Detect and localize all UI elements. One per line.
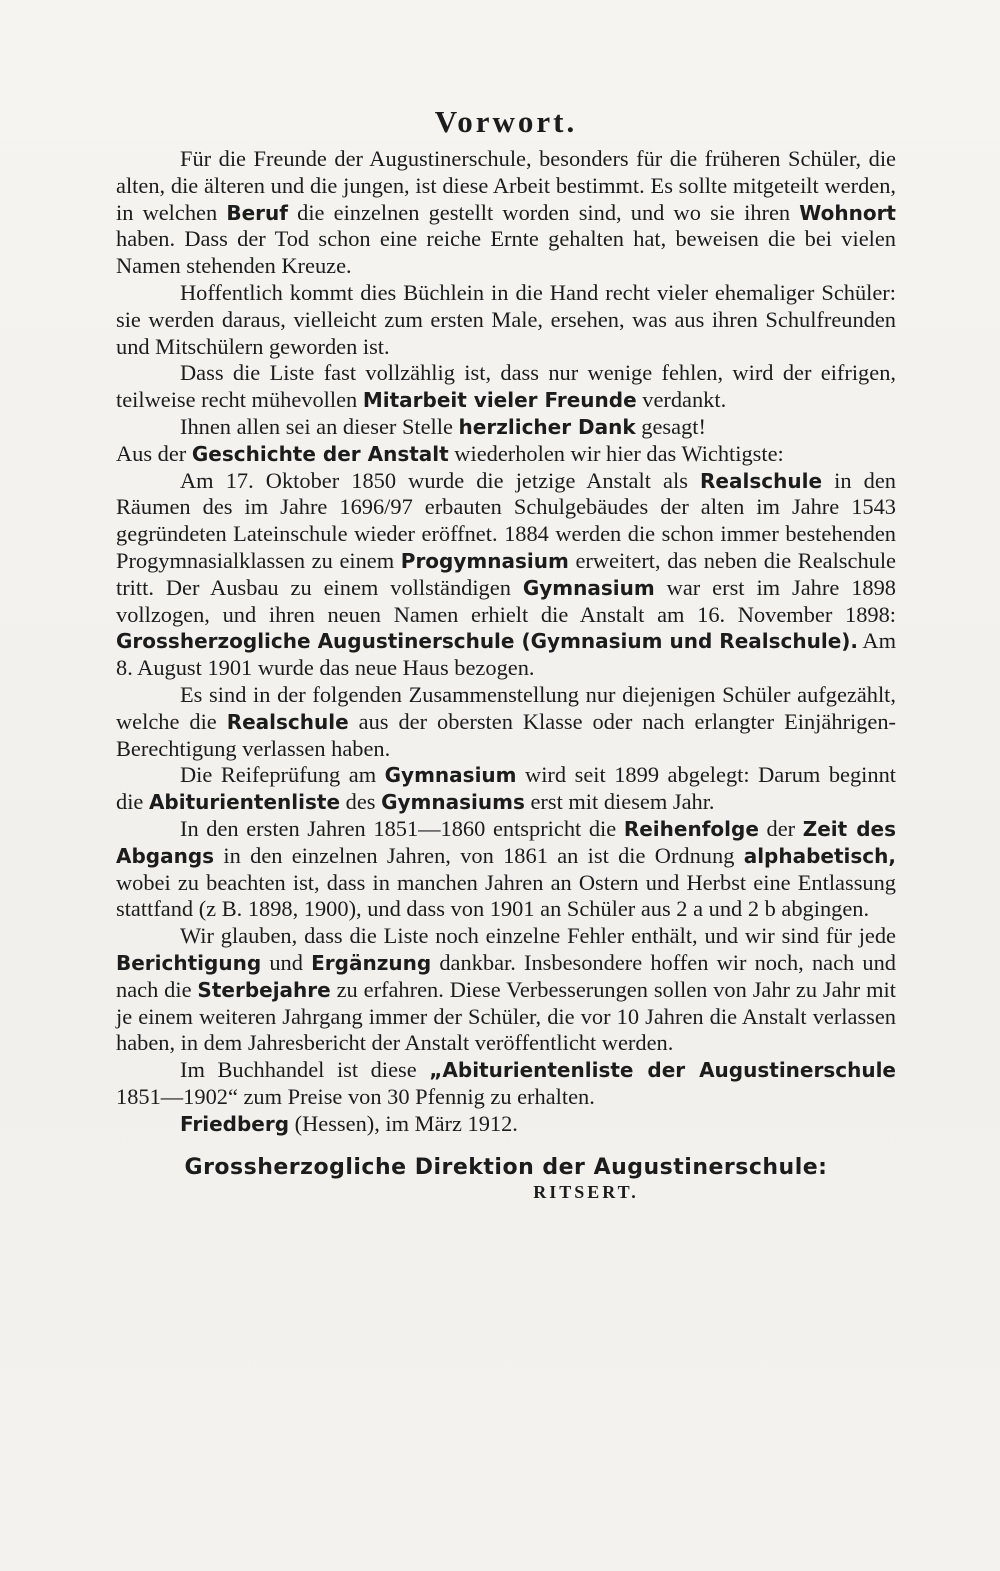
preface-text [116,104,896,1203]
page-title: Vorwort. [434,104,578,139]
paragraph-7: Es sind in der folgenden Zusammenstellung nur diejenigen Schüler aufgezählt, welche die Realschule aus der obersten Klasse oder nach erlangter Einjährigen-Berechtigung verlassen haben. [116,681,896,761]
place-date: Friedberg (Hessen), im März 1912. [180,1110,518,1136]
paragraph-8: Die Reifeprüfung am Gymnasium wird seit 1899 abgelegt: Darum beginnt die Abiturientenliste des Gymnasiums erst mit diesem Jahr. [116,762,896,815]
paragraph-6: Am 17. Oktober 1850 wurde die jetzige Anstalt als Realschule in den Räumen des im Jahre 1696/97 erbauten Schulgebäudes der alten im Jahre 1543 gegründeten Lateinschule wieder eröffnet. 1884 werden die schon immer bestehenden Progymnasialklassen zu einem Progymnasium erweitert, das neben die Realschule tritt. Der Ausbau zu einem vollständigen Gymnasium war erst im Jahre 1898 vollzogen, und ihren neuen Namen erhielt die Anstalt am 16. November 1898: Grossherzogliche Augustinerschule (Gymnasium und Realschule). Am 8. August 1901 wurde das neue Haus bezogen. [116,467,896,681]
signer-name: RITSERT. [533,1182,639,1203]
signature-line: Grossherzogliche Direktion der Augustinerschule: [184,1155,828,1181]
paragraph-1: Für die Freunde der Augustinerschule, besonders für die früheren Schüler, die alten, die älteren und die jungen, ist diese Arbeit bestimmt. Es sollte mitgeteilt werden, in welchen Beruf die einzelnen gestellt worden sind, und wo sie ihren Wohnort haben. Dass der Tod schon eine reiche Ernte gehalten hat, beweisen die bei vielen Namen stehenden Kreuze. [116,146,896,279]
paragraph-11: Im Buchhandel ist diese „Abiturientenliste der Augustinerschule 1851—1902“ zum Preise von 30 Pfennig zu erhalten. [116,1057,896,1109]
paragraph-2: Hoffentlich kommt dies Büchlein in die Hand recht vieler ehemaliger Schüler: sie werden daraus, vielleicht zum ersten Male, ersehen, was aus ihren Schulfreunden und Mitschülern geworden ist. [116,279,896,359]
paragraph-3: Dass die Liste fast vollzählig ist, dass nur wenige fehlen, wird der eifrigen, teilweise recht mühevollen Mitarbeit vieler Freunde verdankt. [116,360,896,413]
paragraph-5: Aus der Geschichte der Anstalt wiederholen wir hier das Wichtigste: [116,440,784,466]
paragraph-10: Wir glauben, dass die Liste noch einzelne Fehler enthält, und wir sind für jede Berichtigung und Ergänzung dankbar. Insbesondere hoffen wir noch, nach und nach die Sterbejahre zu erfahren. Diese Verbesserungen sollen von Jahr zu Jahr mit je einem weiteren Jahrgang immer der Schüler, die vor 10 Jahren die Anstalt verlassen haben, in dem Jahresbericht der Anstalt veröffentlicht werden. [116,923,896,1056]
paragraph-4: Ihnen allen sei an dieser Stelle herzlicher Dank gesagt! [180,413,706,439]
paragraph-9: In den ersten Jahren 1851—1860 entspricht die Reihenfolge der Zeit des Abgangs in den einzelnen Jahren, von 1861 an ist die Ordnung alphabetisch, wobei zu beachten ist, dass in manchen Jahren an Ostern und Herbst eine Entlassung stattfand (z B. 1898, 1900), und dass von 1901 an Schüler aus 2 a und 2 b abgingen. [116,815,896,922]
